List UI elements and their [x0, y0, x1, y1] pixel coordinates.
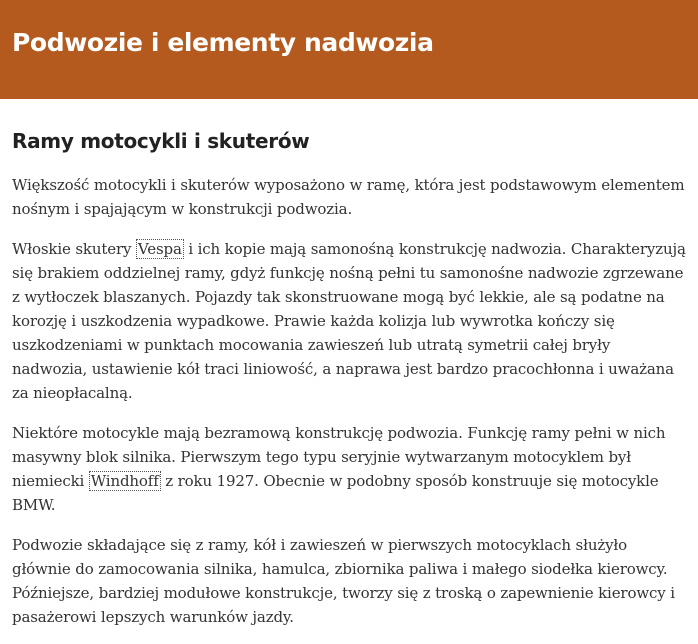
page-title: Podwozie i elementy nadwozia — [12, 28, 434, 57]
page-header — [0, 0, 698, 99]
section-heading: Ramy motocykli i skuterów — [12, 129, 310, 153]
paragraph-text: Włoskie skutery — [12, 240, 136, 258]
paragraph-text: Niektóre motocykle mają bezramową konstrukcję podwozia. Funkcję ramy pełni w nich masywny blok silnika. Pierwszym tego typu seryjnie wytwarzanym motocyklem był niemiecki — [12, 424, 666, 490]
paragraph-frames-intro: Większość motocykli i skuterów wyposażono w ramę, która jest podstawowym elementem nośnym i spajającym w konstrukcji podwozia. — [12, 176, 685, 218]
paragraph-frameless — [12, 421, 686, 517]
article-content — [0, 99, 698, 629]
vespa-link[interactable]: Vespa — [137, 240, 182, 258]
paragraph-chassis: Podwozie składające się z ramy, kół i zawieszeń w pierwszych motocyklach służyło głównie do zamocowania silnika, hamulca, zbiornika paliwa i małego siodełka kierowcy. Późniejsze, bardziej modułowe konstrukcje, tworzy się z troską o zapewnienie kierowcy i pasażerowi lepszych warunków jazdy. — [12, 536, 675, 626]
paragraph-vespa — [12, 237, 686, 405]
paragraph-text: z roku 1927. Obecnie w podobny sposób konstruuje się motocykle BMW. — [12, 472, 659, 514]
paragraph-text: i ich kopie mają samonośną konstrukcję nadwozia. Charakteryzują się brakiem oddzielnej ramy, gdyż funkcję nośną pełni tu samonośne nadwozie zgrzewane z wytłoczek blaszanych. Pojazdy tak skonstruowane mogą być lekkie, ale są podatne na korozję i uszkodzenia wypadkowe. Prawie każda kolizja lub wywrotka kończy się uszkodzeniami w punktach mocowania zawieszeń lub utratą symetrii całej bryły nadwozia, ustawienie kół traci liniowość, a naprawa jest bardzo pracochłonna i uważana za nieopłacalną. — [12, 240, 686, 402]
windhoff-link[interactable]: Windhoff — [90, 472, 159, 490]
